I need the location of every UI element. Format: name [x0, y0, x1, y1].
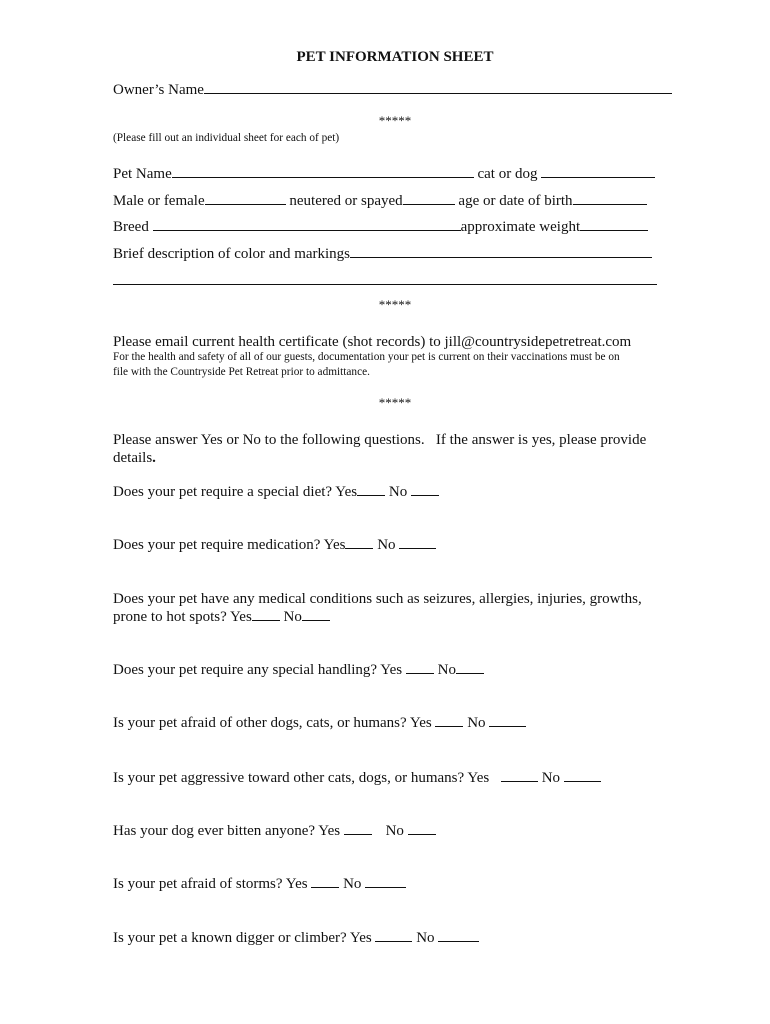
description-field-line-2[interactable] — [113, 284, 657, 285]
questions-intro-details: details — [113, 450, 153, 466]
yes-label: Yes — [323, 537, 346, 553]
yes-field[interactable] — [345, 535, 373, 549]
question-row — [113, 713, 526, 732]
male-or-female-field[interactable] — [205, 191, 286, 205]
pet-name-row — [113, 164, 655, 183]
age-label: age or date of birth — [458, 193, 573, 209]
question-row — [113, 928, 479, 947]
email-notice: Please email current health certificate (shot records) to jill@countrysidepetretreat.com — [113, 334, 632, 350]
yes-field[interactable] — [501, 768, 538, 782]
no-field[interactable] — [365, 874, 406, 888]
separator: ***** — [378, 297, 412, 312]
question-row — [113, 768, 601, 787]
question-text: Does your pet require a special diet? — [113, 484, 333, 500]
question-text: prone to hot spots? — [113, 609, 227, 625]
no-field[interactable] — [438, 928, 479, 942]
questions-intro-period: . — [152, 450, 156, 466]
question-row — [113, 821, 436, 840]
yes-label: Yes — [318, 823, 341, 839]
question-text-line-1: Does your pet have any medical conditions such as seizures, allergies, injuries, growths, — [113, 591, 642, 607]
yes-label: Yes — [285, 876, 308, 892]
breed-label: Breed — [113, 219, 149, 235]
no-label: No — [377, 537, 396, 553]
question-row — [113, 660, 484, 679]
question-text: Does your pet require medication? — [113, 537, 321, 553]
breed-field[interactable] — [153, 217, 461, 231]
yes-label: Yes — [467, 770, 490, 786]
pet-name-field[interactable] — [172, 164, 474, 178]
neutered-label: neutered or spayed — [289, 193, 403, 209]
no-label: No — [437, 662, 456, 678]
description-field[interactable] — [350, 244, 652, 258]
question-text: Is your pet afraid of storms? — [113, 876, 283, 892]
description-row — [113, 244, 652, 263]
page-title: PET INFORMATION SHEET — [296, 49, 494, 65]
questions-intro-line-2 — [113, 449, 156, 467]
no-field[interactable] — [408, 821, 436, 835]
question-text: Is your pet aggressive toward other cats, dogs, or humans? — [113, 770, 465, 786]
health-note-line-2: file with the Countryside Pet Retreat prior to admittance. — [113, 366, 370, 378]
separator: ***** — [378, 395, 412, 410]
yes-field[interactable] — [357, 482, 385, 496]
question-text: Is your pet a known digger or climber? — [113, 930, 347, 946]
cat-or-dog-label: cat or dog — [477, 166, 538, 182]
question-row — [113, 874, 406, 893]
no-field[interactable] — [456, 660, 484, 674]
yes-label: Yes — [349, 930, 372, 946]
question-text: Has your dog ever bitten anyone? — [113, 823, 316, 839]
yes-label: Yes — [229, 609, 252, 625]
question-row — [113, 607, 330, 626]
no-label: No — [416, 930, 435, 946]
questions-intro-line-1: Please answer Yes or No to the following questions. If the answer is yes, please provide — [113, 432, 647, 448]
no-field[interactable] — [399, 535, 436, 549]
yes-field[interactable] — [311, 874, 339, 888]
question-row — [113, 535, 436, 554]
no-label: No — [467, 715, 486, 731]
no-field[interactable] — [411, 482, 439, 496]
health-note-line-1: For the health and safety of all of our guests, documentation your pet is current on their vaccinations must be on — [113, 351, 620, 363]
no-field[interactable] — [564, 768, 601, 782]
instruction-text: (Please fill out an individual sheet for each of pet) — [113, 132, 340, 144]
no-label: No — [541, 770, 561, 786]
owner-name-field[interactable] — [204, 80, 672, 94]
age-field[interactable] — [573, 191, 647, 205]
owner-name-label: Owner’s Name — [113, 82, 204, 98]
yes-field[interactable] — [406, 660, 434, 674]
question-text: Is your pet afraid of other dogs, cats, or humans? — [113, 715, 407, 731]
no-label: No — [343, 876, 362, 892]
description-label: Brief description of color and markings — [113, 246, 351, 262]
weight-label: approximate weight — [460, 219, 581, 235]
yes-label: Yes — [409, 715, 432, 731]
no-field[interactable] — [302, 607, 330, 621]
separator: ***** — [378, 113, 412, 128]
yes-field[interactable] — [435, 713, 463, 727]
no-label: No — [385, 823, 404, 839]
yes-label: Yes — [335, 484, 358, 500]
male-or-female-label: Male or female — [113, 193, 205, 209]
no-field[interactable] — [489, 713, 526, 727]
yes-field[interactable] — [344, 821, 372, 835]
question-row — [113, 482, 439, 501]
no-label: No — [283, 609, 302, 625]
breed-row — [113, 217, 648, 236]
yes-field[interactable] — [252, 607, 280, 621]
yes-label: Yes — [380, 662, 403, 678]
owner-name-row — [113, 80, 672, 99]
cat-or-dog-field[interactable] — [541, 164, 655, 178]
sex-row — [113, 191, 647, 210]
pet-name-label: Pet Name — [113, 166, 172, 182]
question-text: Does your pet require any special handling? — [113, 662, 378, 678]
weight-field[interactable] — [580, 217, 648, 231]
no-label: No — [388, 484, 408, 500]
yes-field[interactable] — [375, 928, 412, 942]
neutered-field[interactable] — [403, 191, 455, 205]
